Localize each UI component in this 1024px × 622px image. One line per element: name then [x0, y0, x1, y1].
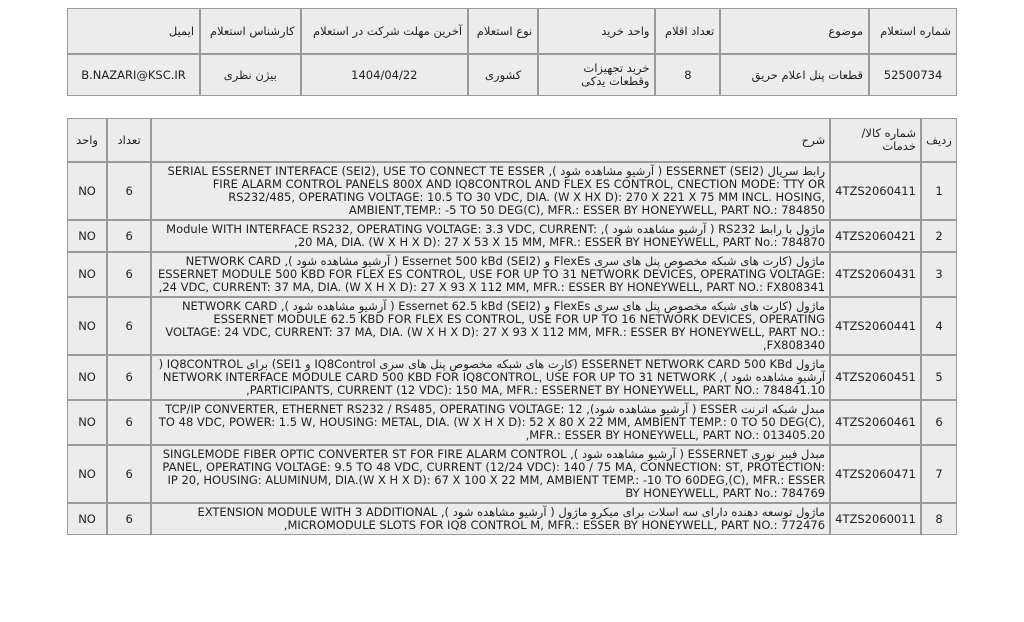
table-row: [67, 252, 957, 297]
item-unit: NO: [67, 162, 107, 220]
header-col-count: تعداد اقلام: [655, 8, 720, 54]
row-number: 3: [921, 252, 957, 297]
item-unit: NO: [67, 252, 107, 297]
header-col-email: ایمیل: [67, 8, 200, 54]
items-col-desc: شرح: [151, 118, 830, 162]
header-col-unit: واحد خرید: [538, 8, 655, 54]
item-unit: NO: [67, 297, 107, 355]
inquiry-unit: خرید تجهیزات وقطعات یدکی: [538, 54, 655, 96]
inquiry-subject: قطعات پنل اعلام حریق: [720, 54, 869, 96]
table-row: [67, 162, 957, 220]
item-description: مبدل شبکه اترنت ESSER ( آرشیو مشاهده شود), TCP/IP CONVERTER, ETHERNET RS232 / RS485, OPERATING VOLTAGE: 12 TO 48 VDC, POWER: 1.5 W, HOUSING: METAL, DIA. (W X H X D): 52 X 80 X 22 MM, AMBIENT TEMP.: 0 TO 50 DEG(C), MFR.: ESSER BY HONEYWELL, PART NO.: 013405.20,: [151, 400, 830, 445]
table-row: [67, 503, 957, 535]
item-description: مبدل فیبر نوری ESSERNET ( آرشیو مشاهده شود ), SINGLEMODE FIBER OPTIC CONVERTER ST FOR FIRE ALARM CONTROL PANEL, OPERATING VOLTAGE: 9.5 TO 48 VDC, CURRENT (12/24 VDC): 140 / 75 MA, CONNECTION: ST, PROTECTION: IP 20, HOUSING: ALUMINUM, DIA.(W X H X D): 67 X 100 X 22 MM, AMBIENT TEMP.: -10 TO 60DEG,(C), MFR.: ESSER BY HONEYWELL, PART No.: 784769: [151, 445, 830, 503]
items-table: [67, 118, 957, 535]
item-description: ماژول ESSERNET NETWORK CARD 500 KBd (کارت های شبکه مخصوص پنل های سری IQ8Control و SEI1) برای IQ8CONTROL ( آرشیو مشاهده شود ), NETWORK INTERFACE MODULE CARD 500 KBD FOR IQ8CONTROL, USE FOR UP TO 31 NETWORK PARTICIPANTS, CURRENT (12 VDC): 150 MA, MFR.: ESSERNET BY HONEYWELL, PART NO.: 784841.10,: [151, 355, 830, 400]
inquiry-email[interactable]: B.NAZARI@KSC.IR: [67, 54, 200, 96]
item-description: ماژول توسعه دهنده دارای سه اسلات برای میکرو ماژول ( آرشیو مشاهده شود ), EXTENSION MODULE WITH 3 ADDITIONAL MICROMODULE SLOTS FOR IQ8 CONTROL M, MFR.: ESSER BY HONEYWELL, PART NO.: 772476,: [151, 503, 830, 535]
header-col-deadline: آخرین مهلت شرکت در استعلام: [301, 8, 469, 54]
items-col-unit: واحد: [67, 118, 107, 162]
item-qty: 6: [107, 220, 151, 252]
inquiry-number: 52500734: [869, 54, 957, 96]
row-number: 5: [921, 355, 957, 400]
item-qty: 6: [107, 252, 151, 297]
item-code: 4TZS2060431: [830, 252, 921, 297]
item-qty: 6: [107, 355, 151, 400]
table-row: [67, 445, 957, 503]
row-number: 4: [921, 297, 957, 355]
items-col-row: ردیف: [921, 118, 957, 162]
item-unit: NO: [67, 220, 107, 252]
item-description: ماژول (کارت های شبکه مخصوص پنل های سری FlexEs و Essernet 62.5 kBd (SEI2) ( آرشیو مشاهده شود ), NETWORK CARD ESSERNET MODULE 62.5 KBD FOR FLEX ES CONTROL, USE FOR UP TO 16 NETWORK DEVICES, OPERATING VOLTAGE: 24 VDC, CURRENT: 37 MA, DIA. (W X H X D): 27 X 93 X 112 MM, MFR.: ESSER BY HONEYWELL, PART NO.: FX808340,: [151, 297, 830, 355]
item-qty: 6: [107, 445, 151, 503]
item-unit: NO: [67, 503, 107, 535]
inquiry-expert: بیژن نظری: [200, 54, 301, 96]
row-number: 6: [921, 400, 957, 445]
item-qty: 6: [107, 162, 151, 220]
row-number: 2: [921, 220, 957, 252]
items-col-qty: تعداد: [107, 118, 151, 162]
item-code: 4TZS2060451: [830, 355, 921, 400]
item-qty: 6: [107, 297, 151, 355]
item-code: 4TZS2060441: [830, 297, 921, 355]
item-description: ماژول (کارت های شبکه مخصوص پنل های سری FlexEs و Essernet 500 kBd (SEI2) ( آرشیو مشاهده شود ), NETWORK CARD ESSERNET MODULE 500 KBD FOR FLEX ES CONTROL, USE FOR UP TO 31 NETWORK DEVICES, OPERATING VOLTAGE: 24 VDC, CURRENT: 37 MA, DIA. (W X H X D): 27 X 93 X 112 MM, MFR.: ESSER BY HONEYWELL, PART NO.: FX808341,: [151, 252, 830, 297]
item-qty: 6: [107, 400, 151, 445]
header-col-expert: کارشناس استعلام: [200, 8, 301, 54]
inquiry-header-table: [67, 8, 957, 96]
inquiry-deadline: 1404/04/22: [301, 54, 469, 96]
item-description: ماژول با رابط RS232 ( آرشیو مشاهده شود ), Module WITH INTERFACE RS232, OPERATING VOLTAGE: 3.3 VDC, CURRENT: 20 MA, DIA. (W X H X D): 27 X 53 X 15 MM, MFR.: ESSER BY HONEYWELL, PART No.: 784870,: [151, 220, 830, 252]
header-col-type: نوع استعلام: [468, 8, 538, 54]
items-col-code: شماره کالا/خدمات: [830, 118, 921, 162]
items-header-row: [67, 118, 957, 162]
table-row: [67, 220, 957, 252]
header-data-row: [67, 54, 957, 96]
table-row: [67, 355, 957, 400]
item-unit: NO: [67, 445, 107, 503]
header-row: [67, 8, 957, 54]
item-code: 4TZS2060471: [830, 445, 921, 503]
header-col-subject: موضوع: [720, 8, 869, 54]
row-number: 1: [921, 162, 957, 220]
inquiry-type: کشوری: [468, 54, 538, 96]
item-code: 4TZS2060011: [830, 503, 921, 535]
item-unit: NO: [67, 355, 107, 400]
table-row: [67, 297, 957, 355]
row-number: 7: [921, 445, 957, 503]
item-description: رابط سریال (SEI2) ESSERNET ( آرشیو مشاهده شود ), SERIAL ESSERNET INTERFACE (SEI2), USE TO CONNECT TE ESSER FIRE ALARM CONTROL PANELS 800X AND IQ8CONTROL AND FLEX ES CONTROL, CNECTION MODE: TTY OR RS232/485, OPERATING VOLTAGE: 10.5 TO 30 VDC, DIA. (W X HX D): 270 X 221 X 75 MM INCL. HOSING, AMBIENT,TEMP.: -5 TO 50 DEG(C), MFR.: ESSER BY HONEYWELL, PART NO.: 784850: [151, 162, 830, 220]
item-unit: NO: [67, 400, 107, 445]
header-col-number: شماره استعلام: [869, 8, 957, 54]
item-code: 4TZS2060411: [830, 162, 921, 220]
inquiry-count: 8: [655, 54, 720, 96]
item-qty: 6: [107, 503, 151, 535]
row-number: 8: [921, 503, 957, 535]
item-code: 4TZS2060461: [830, 400, 921, 445]
table-row: [67, 400, 957, 445]
item-code: 4TZS2060421: [830, 220, 921, 252]
